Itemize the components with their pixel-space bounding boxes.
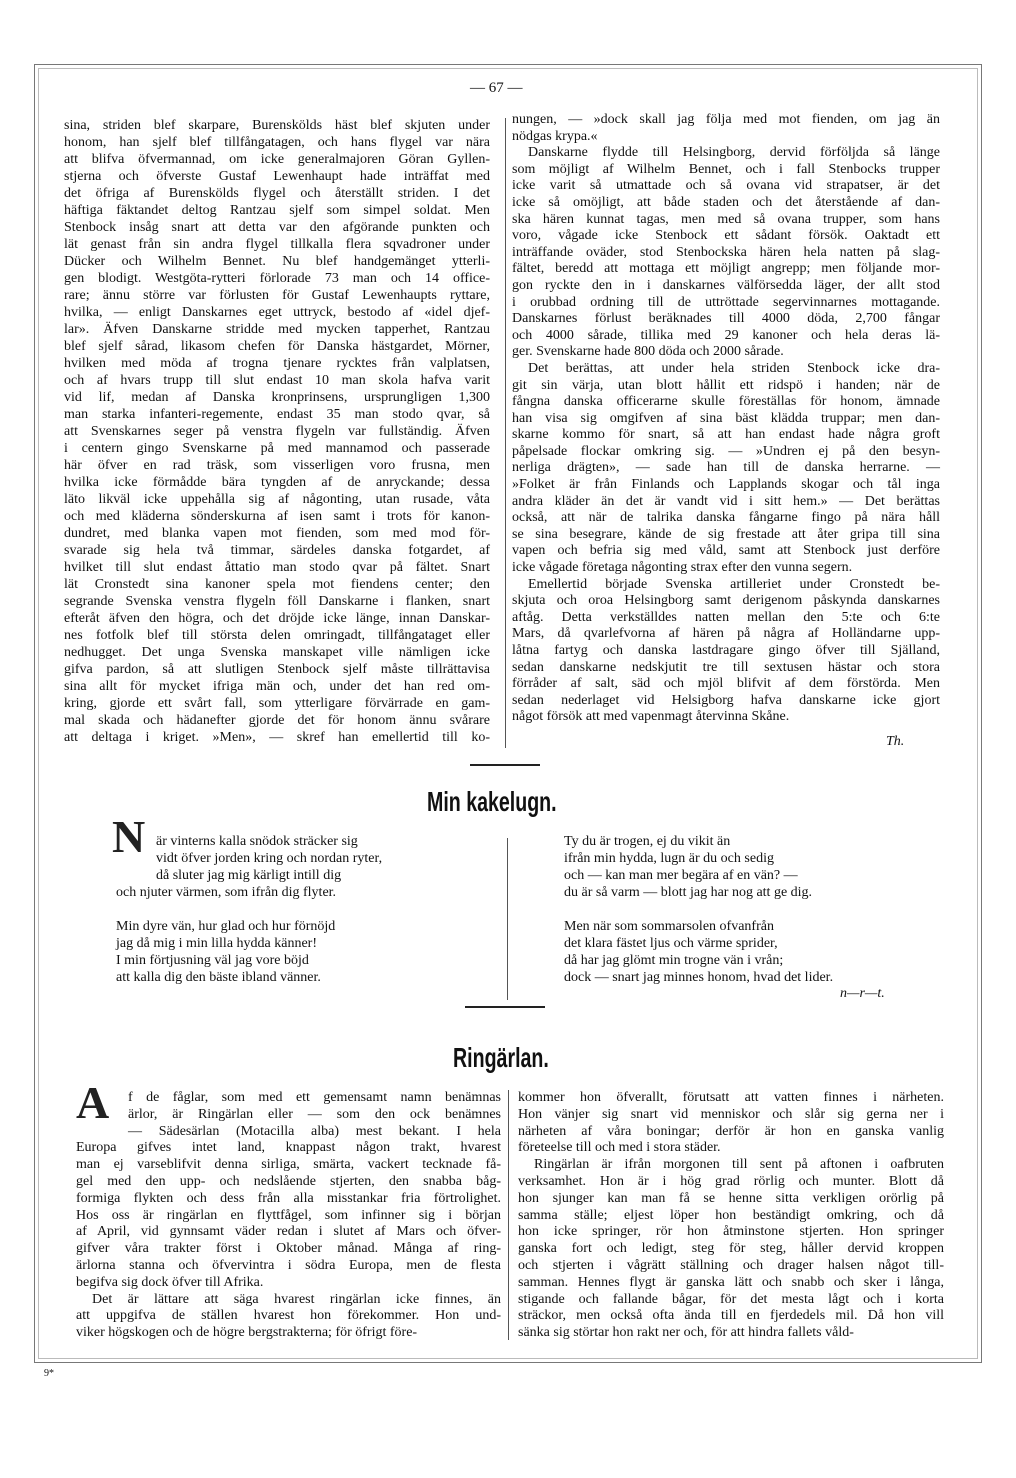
text-line: Europa gifves intet land, knappast någon trakt, hvarest	[76, 1140, 501, 1156]
text-line: formiga flykten och dess från alla misstankar fria förtrolighet.	[76, 1190, 501, 1206]
text-line: du är så varm — blott jag har nog att ge dig.	[564, 885, 813, 900]
text-line: kring, gjorde ett svårt fall, som ytterligare förvärrade en gam-	[64, 696, 490, 711]
text-line: Men när som sommarsolen ofvanfrån	[564, 919, 774, 934]
article2-left-column	[76, 1090, 501, 1342]
text-line: gel med den upp- och nedslående stjerten, den snabba båg-	[76, 1173, 501, 1189]
text-line: hon icke springer, rör hon åtminstone stjerten. Hon springer	[518, 1224, 944, 1240]
text-line: låtna fartyg och danska lastdragare gingo öfver till Själland,	[512, 643, 940, 658]
text-line: sedan nederlaget vid Helsigborg hafva danskarne icke gjort	[512, 692, 940, 708]
text-line: samma ställe; eljest löper hon beständigt omkring, och då	[518, 1207, 944, 1223]
text-line: det klara fästet ljus och värme sprider,	[564, 936, 778, 951]
text-line: nungen, — »dock skall jag följa med mot fienden, om jag än	[512, 112, 940, 127]
text-line: något försök att med vapenmagt återvinna Skåne.	[512, 709, 790, 725]
text-line: icke vågade företaga någonting strax efter den vunna segern.	[512, 560, 853, 576]
text-line: då sluter jag mig kärligt intill dig	[156, 868, 342, 883]
text-line: och af hvars trupp till slut endast 10 man skola hafva varit	[64, 373, 490, 388]
text-line: lät Cronstedt sina kanoner spela mot fiendens center; den	[64, 577, 490, 592]
text-line: samman. Hennes flygt är ganska lätt och snabb och sker i långa,	[518, 1274, 944, 1290]
text-line: hvilket till slut endast åttatio man stodo qvar på fältet. Snart	[64, 560, 490, 575]
ornament-divider-2	[465, 1006, 545, 1008]
text-line: git sin värja, utan blott hållit ett ridspö i handen; när de	[512, 377, 940, 393]
article2-right-column	[518, 1090, 944, 1342]
text-line: Mars, då qvarlefvorna af hären på några af Holländarne upp-	[512, 626, 940, 642]
text-line: det öfriga af Burenskölds flygel och återställt striden. I det	[64, 186, 490, 201]
column-divider-2	[508, 1090, 509, 1340]
text-line: voro, vågade icke Stenbock ett sådant försök. Oaktadt ett	[512, 228, 940, 244]
column-divider	[505, 118, 506, 748]
article2-title: Ringärlan.	[453, 1042, 549, 1073]
text-line: Min dyre vän, hur glad och hur förnöjd	[116, 919, 336, 934]
text-line: också, att när de talrika danska fångarne fingo på nära håll	[512, 510, 940, 526]
text-line: man ej varseblifvit denna sirliga, smärta, vackert tecknade få-	[76, 1157, 501, 1173]
text-line: han visa sig omgifven af sina bäst klädda truppar; men dan-	[512, 410, 940, 426]
text-line: nödgas krypa.«	[512, 128, 598, 144]
text-line: stjerna och öfverste Gustaf Lewenhaupt hade inträffat med	[64, 169, 490, 184]
text-line	[564, 901, 833, 918]
text-line: efteråt äfven den högra, och det dröjde icke länge, innan Danskar-	[64, 611, 490, 626]
text-line: stigande och fallande bågar, för det mesta lågt och i korta	[518, 1291, 944, 1307]
poem-divider	[507, 838, 508, 1000]
text-line: man starka infanteri-regemente, endast 35 man stodo qvar, så	[64, 407, 490, 422]
poem-title: Min kakelugn.	[427, 786, 557, 817]
text-line: och 4000 sårade, tillika med 29 kanoner och hela deras lä-	[512, 327, 940, 343]
text-line: Dücker och Wilhelm Bennet. Nu blef handgemänget ytterli-	[64, 254, 490, 269]
text-line: sträckor, men också ofta ända till en fjerdedels mil. Då hon vill	[518, 1308, 944, 1324]
text-line: i centern gingo Svenskarne på med mannamod och passerade	[64, 441, 490, 456]
poem-right-stanzas	[564, 833, 833, 986]
text-line: se sina besegrare, kände de sig frestade att åter gripa till sina	[512, 526, 940, 542]
decorative-initial-2: A	[76, 1077, 110, 1128]
text-line: Hos oss är ringärlan en flyttfågel, som infinner sig i början	[76, 1207, 501, 1223]
text-line: inträffande oväder, stod Stenbockska hären hela natten på slag-	[512, 244, 940, 260]
text-line: och med kläderna sönderskurna af isen samt i trots för kanon-	[64, 509, 490, 524]
text-line: ger. Svenskarne hade 800 döda och 2000 sårade.	[512, 344, 784, 360]
text-line: Det berättas, att under hela striden Stenbock icke dra-	[528, 360, 940, 376]
text-line: läto likväl icke uppehålla sig af någonting, utan rusade, våta	[64, 492, 490, 507]
text-line: skjuta och oroa Helsingborg samt derigenom påskynda danskarnes	[512, 593, 940, 609]
text-line: här öfver en rad träsk, som visserligen voro frusna, men	[64, 458, 490, 473]
text-line: sina, striden blef skarpare, Burenskölds häst blef skjuten under	[64, 118, 490, 133]
text-line: nerliga drägten», — sade han till de danska herrarne. —	[512, 460, 940, 476]
text-line: kommer hon öfverallt, förutsatt att vatten finnes i närheten.	[518, 1090, 944, 1105]
text-line: i orubbad ordning till de uttröttade segervinnarnes mottagande.	[512, 294, 940, 310]
text-line: andra kläder än det är vandt vid i sitt hem.» — Det berättas	[512, 493, 940, 509]
text-line: nedhugget. Det unga Svenska manskapet ville nämligen icke	[64, 645, 490, 660]
text-line: lar». Äfven Danskarne stridde med mycken tapperhet, Rantzau	[64, 322, 490, 337]
article1-right-column	[512, 112, 940, 726]
text-line: jag då mig i min lilla hydda känner!	[116, 936, 318, 951]
text-line: af April, vid gynnsamt väder redan i slutet af Mars och öfver-	[76, 1224, 501, 1240]
text-line: och njuter värmen, som ifrån dig flyter.	[116, 885, 337, 900]
text-line: gon ryckte den in i danskarnes välförsedda läger, der allt stod	[512, 277, 940, 293]
text-line: hvilken med möda af trogna tjenare rycktes från valplatsen,	[64, 356, 490, 371]
text-line: hvilka icke förmådde bära tyngden af de anryckande; dessa	[64, 475, 490, 490]
text-line: nes fotfolk blef till största delen omringadt, tillfångataget eller	[64, 628, 490, 643]
text-line: då har jag glömt min trogne vän i vrån;	[564, 953, 784, 968]
text-line: att kalla dig den bäste ibland vänner.	[116, 970, 321, 985]
page-number: — 67 —	[470, 80, 523, 96]
text-line: lät genast från sin andra flygel tillkalla flera sqvadroner under	[64, 237, 490, 252]
text-line: begifva sig dock öfver till Afrika.	[76, 1274, 264, 1290]
text-line: rare; ännu större var förlusten för Gustaf Lewenhaupts ryttare,	[64, 288, 490, 303]
text-line: hon sjunger kan man få se henne sitta verkligen orörlig på	[518, 1190, 944, 1206]
text-line: ärlor, är Ringärlan eller — som den ock benämnes	[128, 1106, 501, 1122]
text-line: att deltaga i kriget. »Men», — skref han emellertid till ko-	[64, 730, 490, 745]
text-line: häftiga fäktandet deltog Rantzau sjelf som simpel soldat. Men	[64, 203, 490, 218]
text-line: skarne kommo för snart, så att han endast hade några groft	[512, 427, 940, 443]
decorative-initial: N	[112, 811, 146, 862]
text-line: aftåg. Detta verkställdes natten mellan den 5:te och 6:te	[512, 609, 940, 625]
text-line: Danskarnes förlust beräknades till 4000 döda, 2,700 fångar	[512, 311, 940, 327]
text-line: »Folket är från Finlands och Lapplands skogar och tål inga	[512, 477, 940, 493]
text-line: fältet, beredd att mottaga ett möjligt angrepp; men följande mor-	[512, 261, 940, 277]
text-line: att Svenskarnes seger på venstra flygeln var fullständig. Äfven	[64, 424, 490, 439]
text-line: att blifva öfvermannad, om icke generalmajoren Göran Gyllen-	[64, 152, 490, 167]
footer-mark: 9*	[44, 1368, 54, 1379]
text-line: svarade sig hela två timmar, särdeles danska fotgardet, af	[64, 543, 490, 558]
text-line: påpelsade flockar omkring sig. — »Undren ej på den besyn-	[512, 443, 940, 459]
text-line: icke varit så utmattade och så ovana vid strapatser, är det	[512, 178, 940, 194]
text-line: gen blodigt. Westgöta-rytteri förlorade 73 man och 14 office-	[64, 271, 490, 286]
ornament-divider	[470, 764, 540, 766]
text-line: I min förtjusning väl jag vore böjd	[116, 953, 309, 968]
text-line: ärlorna stanna och öfvervintra i södra Europa, men de flesta	[76, 1257, 501, 1273]
text-line: som möjligt af Wilhelm Bennet, och i fall Stenbocks trupper	[512, 161, 940, 177]
text-line: fångna danska officerarne skulle föreställas för honom, ämnade	[512, 394, 940, 410]
text-line: segrande Svenska venstra flygeln föll Danskarne i flanken, snart	[64, 594, 490, 609]
text-line: att uppgifva de ställen hvarest hon förekommer. Hon und-	[76, 1308, 501, 1324]
text-line: och — kan man mer begära af en vän? —	[564, 868, 798, 883]
text-line: honom, han sjelf blef tillfångatagen, och hans flygel var nära	[64, 135, 490, 150]
text-line: Stenbock insåg snart att detta var den afgörande punkten och	[64, 220, 490, 235]
poem-signature: n—r—t.	[840, 986, 885, 1001]
text-line: ifrån min hydda, lugn är du och sedig	[564, 851, 774, 866]
text-line: mal skada och hädanefter gjorde det för honom ännu svårare	[64, 713, 490, 728]
text-line: förråder af salt, säd och mjöl blifvit af dem förstörda. Men	[512, 676, 940, 692]
text-line: Danskarne flydde till Helsingborg, dervid förföljda så länge	[528, 145, 940, 161]
text-line: närheten af våra boningar; derför är hon en ganska vanlig	[518, 1123, 944, 1139]
text-line	[116, 901, 382, 918]
text-line: och stjerten i vågrätt ställning och drager halsen något till-	[518, 1257, 944, 1273]
text-line: Emellertid började Svenska artilleriet under Cronstedt be-	[528, 576, 940, 592]
text-line: är vinterns kalla snödok sträcker sig	[156, 834, 358, 849]
text-line: vidt öfver jorden kring och nordan ryter,	[156, 851, 383, 866]
text-line: blef sjelf sårad, likasom chefen för Danska hästgardet, Mörner,	[64, 339, 490, 354]
text-line: dundret, med blanka vapen mot fienden, som med mod för-	[64, 526, 490, 541]
text-line: Ty du är trogen, ej du vikit än	[564, 834, 731, 849]
article1-left-column	[64, 117, 490, 746]
text-line: verksamhet. Hon är i hög grad rörlig och munter. Blott då	[518, 1173, 944, 1189]
poem-left-stanzas	[116, 833, 382, 986]
text-line: vapen och befria sig med våld, samt att Stenbock just derföre	[512, 543, 940, 559]
text-line: dock — snart jag minnes honom, hvad det lider.	[564, 970, 834, 985]
text-line: gifva pardon, så att slutligen Stenbock sjelf måste tillrättavisa	[64, 662, 490, 677]
text-line: sina allt för mycket ifriga män och, under det han red om-	[64, 679, 490, 694]
text-line: gifver våra trakter först i Oktober månad. Många af ring-	[76, 1241, 501, 1257]
article1-signature: Th.	[886, 734, 905, 749]
text-line: ganska fort och ledigt, steg för steg, håller dervid kroppen	[518, 1241, 944, 1257]
text-line: Ringärlan är ifrån morgonen till sent på aftonen i oafbruten	[534, 1157, 944, 1173]
text-line: — Sädesärlan (Motacilla alba) mest bekant. I hela	[128, 1123, 501, 1139]
text-line: viker högskogen och de högre bergstrakterna; för öfrigt före-	[76, 1325, 418, 1341]
text-line: sedan danskarne nedskjutit tre till sextusen hästar och stora	[512, 659, 940, 675]
text-line: Hon vänjer sig snart vid menniskor och slår sig gerna ner i	[518, 1106, 944, 1122]
text-line: f de fåglar, som med ett gemensamt namn benämnas	[128, 1090, 501, 1105]
text-line: företeelse till och med i stora städer.	[518, 1140, 721, 1156]
text-line: ska hären kunnat tagas, men med så ovana trupper, som hans	[512, 211, 940, 227]
text-line: icke så omöjligt, att både staden och det återstående af dan-	[512, 194, 940, 210]
text-line: Det är lättare att säga hvarest ringärlan icke finnes, än	[92, 1291, 501, 1307]
text-line: sänka sig störtar hon rakt ner och, för att hindra fallets våld-	[518, 1325, 854, 1341]
text-line: vid lif, medan af Danska kronprinsens, ursprungligen 1,300	[64, 390, 490, 405]
text-line: hvilka, — enligt Danskarnes eget uttryck, bestodo af «idel djef-	[64, 305, 490, 320]
